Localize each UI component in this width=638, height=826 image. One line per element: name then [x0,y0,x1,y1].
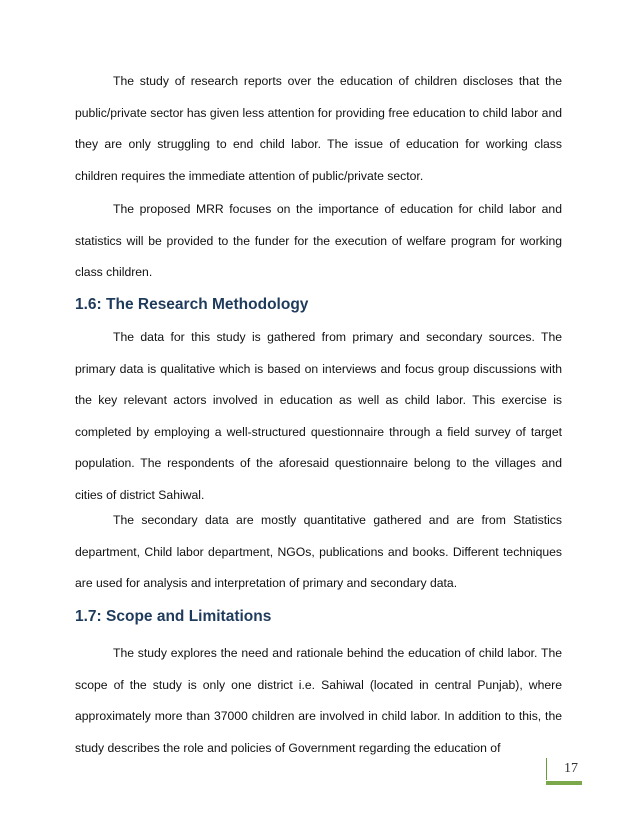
paragraph-secondary-data: The secondary data are mostly quantitative gathered and are from Statistics department, Child labor department, NGOs, publications and books. Different techniques are used for analysis and interpretation of primary and secondary data. [75,513,562,590]
page-number: 17 [546,758,582,780]
section-heading-research-methodology: 1.6: The Research Methodology [75,296,309,313]
section-heading-scope-limitations: 1.7: Scope and Limitations [75,608,272,625]
paragraph-education-findings: The study of research reports over the education of children discloses that the public/private sector has given less attention for providing free education to child labor and they are only struggling to end child labor. The issue of education for working class children requires the immediate attention of public/private sector. [75,74,562,183]
paragraph-scope: The study explores the need and rationale behind the education of child labor. The scope of the study is only one district i.e. Sahiwal (located in central Punjab), where approximately more than 37000 children are involved in child labor. In addition to this, the study describes the role and policies of Government regarding the education of [75,646,562,755]
paragraph-primary-data: The data for this study is gathered from primary and secondary sources. The primary data is qualitative which is based on interviews and focus group discussions with the key relevant actors involved in education as well as child labor. This exercise is completed by employing a well-structured questionnaire through a field survey of target population. The respondents of the aforesaid questionnaire belong to the villages and cities of district Sahiwal. [75,330,562,502]
page-number-underline [546,781,582,785]
paragraph-proposed-mrr: The proposed MRR focuses on the importance of education for child labor and statistics will be provided to the funder for the execution of welfare program for working class children. [75,202,562,279]
